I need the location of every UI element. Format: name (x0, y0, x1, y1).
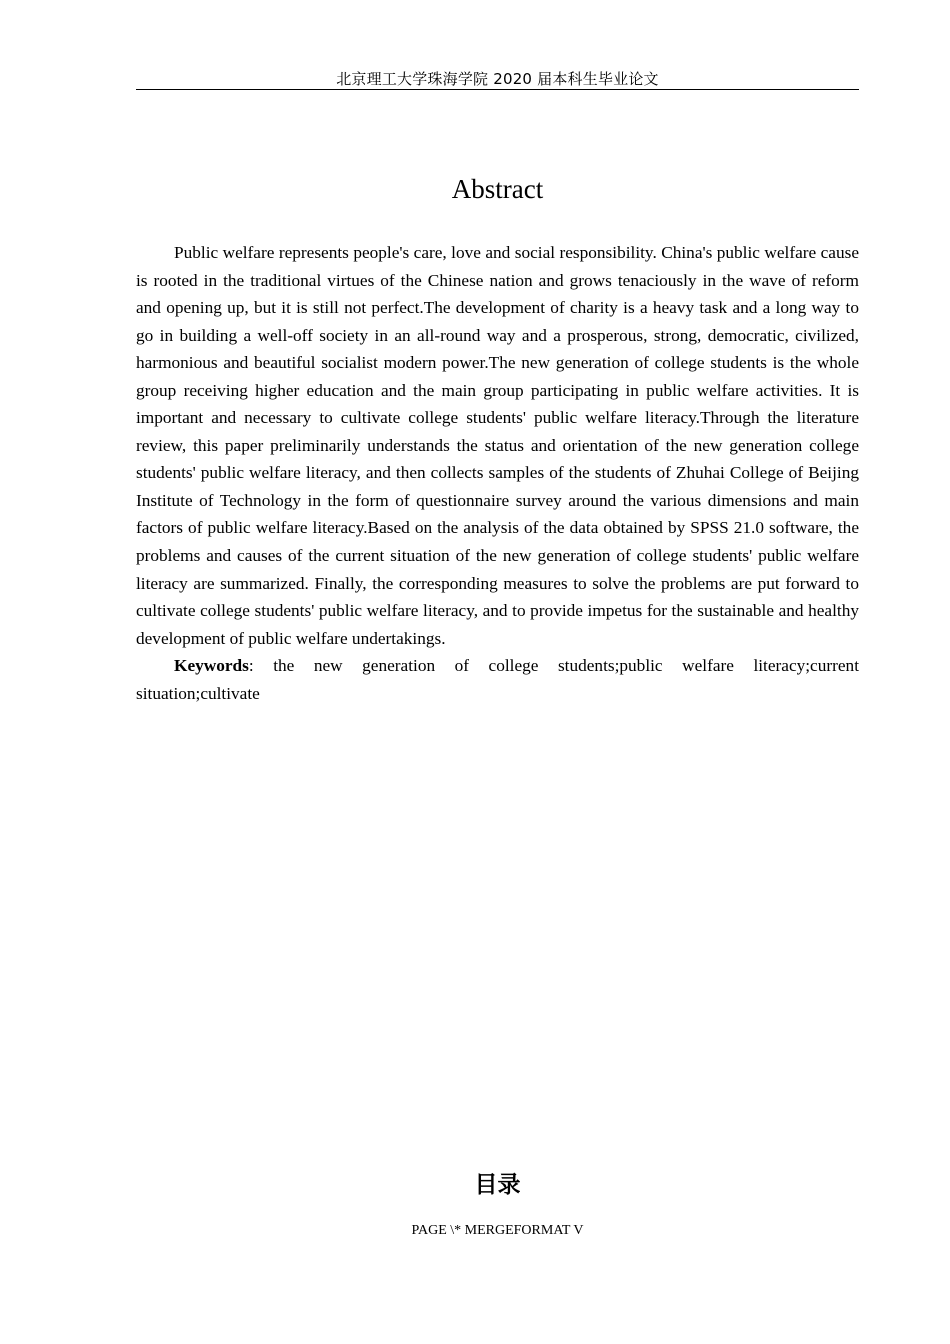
keywords-text: : the new generation of college students;public welfare literacy;current situation;cultivate (136, 656, 859, 703)
page-footer: PAGE \* MERGEFORMAT V (411, 1223, 584, 1238)
header-text: 北京理工大学珠海学院 2020 届本科生毕业论文 (336, 70, 659, 88)
abstract-title: Abstract (451, 174, 544, 204)
toc-title: 目录 (474, 1172, 521, 1198)
abstract-section (136, 239, 859, 707)
page-header (136, 66, 859, 90)
keywords-paragraph (136, 652, 859, 707)
abstract-paragraph: Public welfare represents people's care, love and social responsibility. China's public welfare cause is rooted in the traditional virtues of the Chinese nation and grows tenaciously in the wave of reform and opening up, but it is still not perfect.The development of charity is a heavy task and a long way to go in building a well-off society in an all-round way and a prosperous, strong, democratic, civilized, harmonious and beautiful socialist modern power.The new generation of college students is the whole group receiving higher education and the main group participating in public welfare activities. It is important and necessary to cultivate college students' public welfare literacy.Through the literature review, this paper preliminarily understands the status and orientation of the new generation college students' public welfare literacy, and then collects samples of the students of Zhuhai College of Beijing Institute of Technology in the form of questionnaire survey around the various dimensions and main factors of public welfare literacy.Based on the analysis of the data obtained by SPSS 21.0 software, the problems and causes of the current situation of the new generation of college students' public welfare literacy are summarized. Finally, the corresponding measures to solve the problems are put forward to cultivate college students' public welfare literacy, and to provide impetus for the sustainable and healthy development of public welfare undertakings. (136, 243, 859, 648)
keywords-label: Keywords (174, 656, 249, 676)
